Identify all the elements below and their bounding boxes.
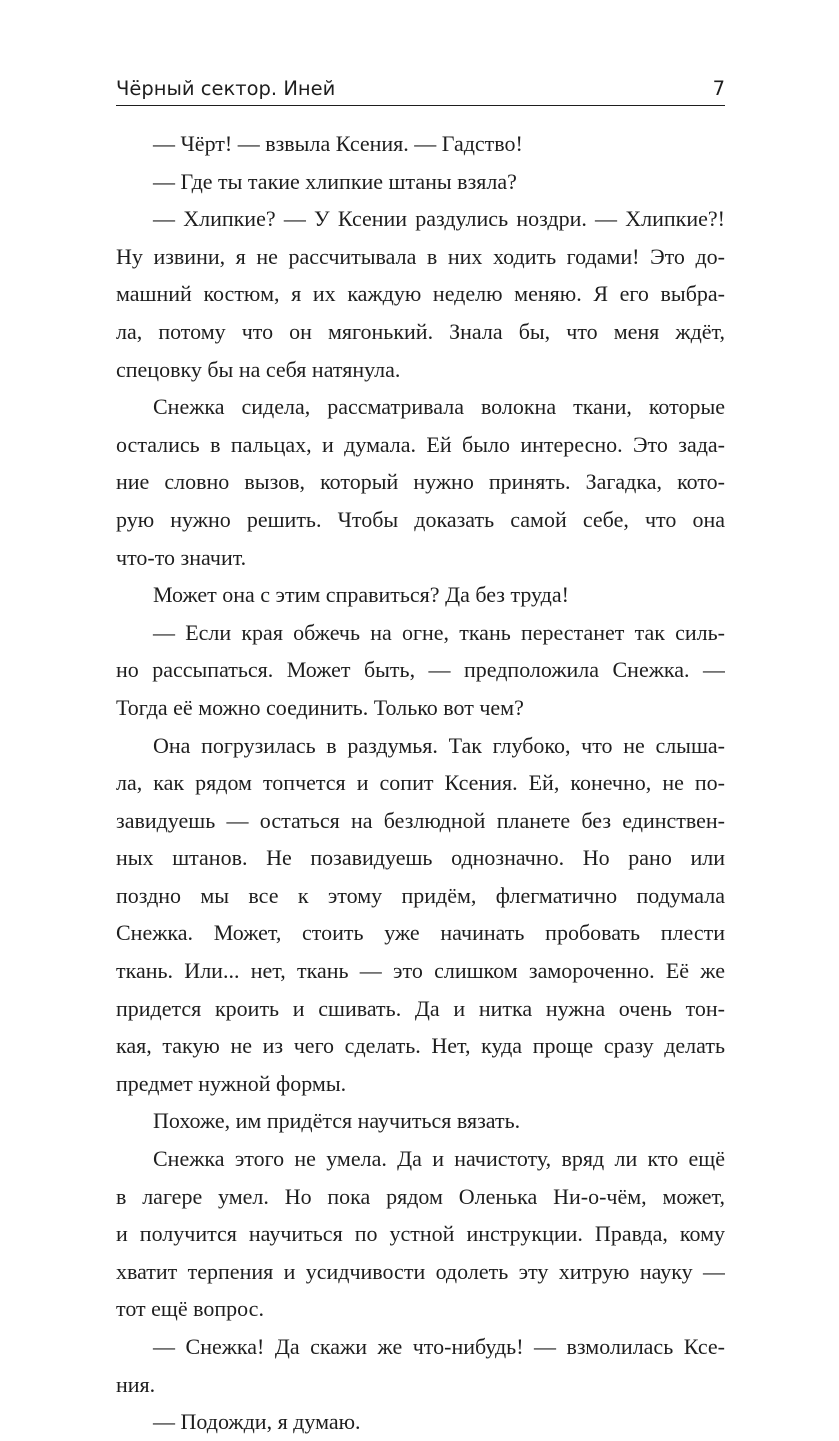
text-line: завидуешь — остаться на безлюдной планете без единствен-	[116, 807, 725, 833]
body-text	[116, 125, 725, 1441]
text-line: — Снежка! Да скажи же что-нибудь! — взмолилась Ксе-	[153, 1334, 725, 1359]
text-line: в лагере умел. Но пока рядом Оленька Ни-о-чём, может,	[116, 1183, 725, 1209]
text-line: Может она с этим справиться? Да без труда!	[153, 582, 569, 608]
text-line: что-то значит.	[116, 544, 247, 570]
text-line: но рассыпаться. Может быть, — предположила Снежка. —	[116, 657, 725, 683]
text-line: придется кроить и сшивать. Да и нитка нужна очень тон-	[116, 995, 725, 1021]
text-line: машний костюм, я их каждую неделю меняю. Я его выбра-	[116, 281, 725, 307]
text-line: — Хлипкие? — У Ксении раздулись ноздри. — Хлипкие?!	[153, 206, 725, 232]
text-line: Ну извини, я не рассчитывала в них ходить годами! Это до-	[116, 243, 725, 269]
text-line: рую нужно решить. Чтобы доказать самой себе, что она	[116, 506, 725, 532]
text-line: — Чёрт! — взвыла Ксения. — Гадство!	[153, 131, 523, 156]
text-line: ния.	[116, 1371, 156, 1397]
page-number: 7	[712, 77, 725, 100]
text-line: хватит терпения и усидчивости одолеть эту хитрую науку —	[116, 1258, 725, 1284]
text-line: кая, такую не из чего сделать. Нет, куда проще сразу делать	[116, 1033, 725, 1059]
text-line: Снежка. Может, стоить уже начинать пробовать плести	[116, 920, 725, 946]
text-line: Снежка этого не умела. Да и начистоту, вряд ли кто ещё	[153, 1146, 725, 1172]
text-line: спецовку бы на себя натянула.	[116, 356, 401, 382]
text-line: — Подожди, я думаю.	[153, 1409, 361, 1435]
text-line: остались в пальцах, и думала. Ей было интересно. Это зада-	[116, 431, 725, 457]
text-line: ла, потому что он мягонький. Знала бы, что меня ждёт,	[116, 318, 725, 344]
running-title: Чёрный сектор. Иней	[116, 77, 336, 100]
text-line: Снежка сидела, рассматривала волокна ткани, которые	[153, 394, 725, 420]
text-line: ла, как рядом топчется и сопит Ксения. Ей, конечно, не по-	[116, 770, 725, 796]
text-line: ткань. Или... нет, ткань — это слишком замороченно. Её же	[116, 958, 725, 984]
text-line: поздно мы все к этому придём, флегматично подумала	[116, 882, 725, 908]
text-line: Она погрузилась в раздумья. Так глубоко, что не слыша-	[153, 732, 725, 758]
text-line: — Если края обжечь на огне, ткань перестанет так силь-	[153, 619, 725, 645]
text-line: Тогда её можно соединить. Только вот чем?	[116, 694, 524, 720]
text-line: тот ещё вопрос.	[116, 1296, 264, 1322]
text-line: ных штанов. Не позавидуешь однозначно. Но рано или	[116, 845, 725, 871]
text-line: Похоже, им придётся научиться вязать.	[153, 1108, 521, 1134]
text-line: и получится научиться по устной инструкции. Правда, кому	[116, 1221, 725, 1247]
text-line: ние словно вызов, который нужно принять. Загадка, кото-	[116, 469, 725, 495]
text-line: — Где ты такие хлипкие штаны взяла?	[153, 168, 517, 194]
text-line: предмет нужной формы.	[116, 1070, 347, 1096]
running-header	[116, 73, 725, 106]
